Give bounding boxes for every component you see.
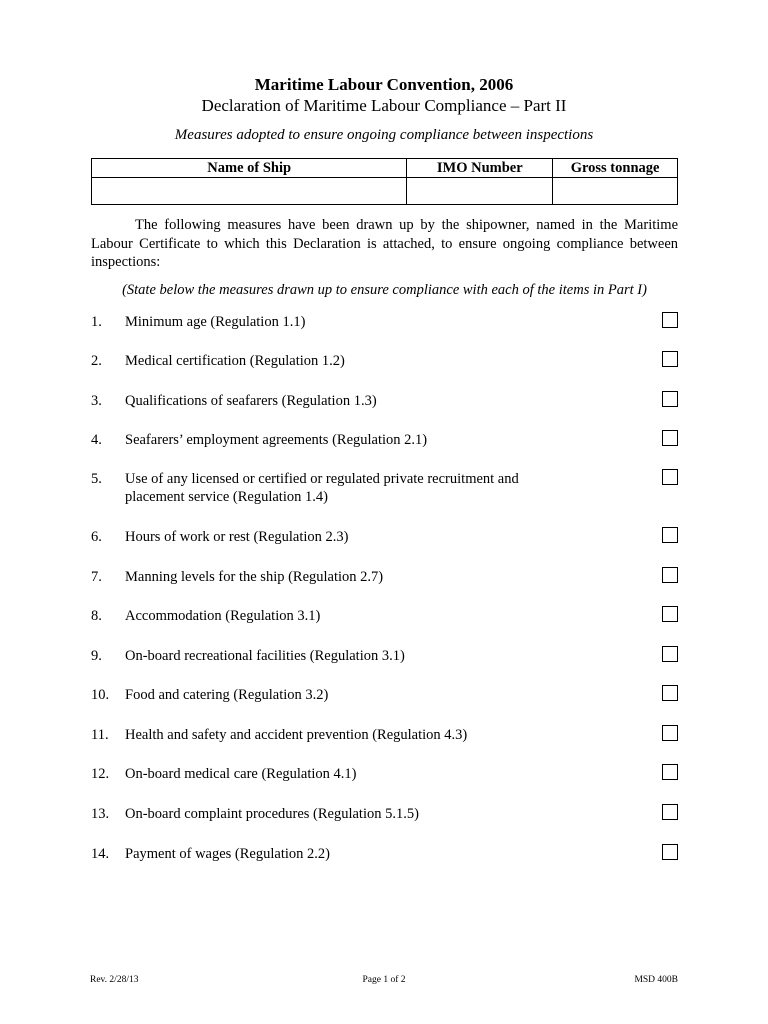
item-label: Payment of wages (Regulation 2.2) xyxy=(125,846,330,862)
item-number: 7. xyxy=(91,569,102,585)
item-number: 4. xyxy=(91,432,102,448)
item-label: Use of any licensed or certified or regulated private recruitment and placement service (Regulation 1.4) xyxy=(125,471,519,505)
item-checkbox[interactable] xyxy=(662,804,678,820)
ship-details-table xyxy=(91,158,678,205)
item-checkbox[interactable] xyxy=(662,646,678,662)
item-label: On-board medical care (Regulation 4.1) xyxy=(125,766,357,782)
item-checkbox[interactable] xyxy=(662,606,678,622)
item-checkbox[interactable] xyxy=(662,844,678,860)
item-number: 5. xyxy=(91,471,102,487)
item-label: Manning levels for the ship (Regulation 2.7) xyxy=(125,569,384,585)
intro-paragraph: The following measures have been drawn up by the shipowner, named in the Maritime Labour Certificate to which this Declaration is attached, to ensure ongoing compliance between inspections: xyxy=(91,217,678,270)
item-number: 2. xyxy=(91,353,102,369)
item-label: Food and catering (Regulation 3.2) xyxy=(125,687,329,703)
item-number: 12. xyxy=(91,766,110,782)
item-number: 14. xyxy=(91,846,110,862)
ship-table-input-row xyxy=(92,178,678,205)
item-label: Seafarers’ employment agreements (Regulation 2.1) xyxy=(125,432,428,448)
item-checkbox[interactable] xyxy=(662,725,678,741)
instruction-text: (State below the measures drawn up to ensure compliance with each of the items in Part I) xyxy=(122,282,647,298)
item-number: 1. xyxy=(91,314,102,330)
item-checkbox[interactable] xyxy=(662,685,678,701)
ship-table-header-row xyxy=(92,159,678,178)
item-number: 6. xyxy=(91,529,102,545)
gross-tonnage-field[interactable] xyxy=(553,178,678,205)
column-header-gross-tonnage: Gross tonnage xyxy=(553,159,678,178)
document-title: Maritime Labour Convention, 2006 xyxy=(254,75,514,94)
item-checkbox[interactable] xyxy=(662,430,678,446)
item-checkbox[interactable] xyxy=(662,391,678,407)
item-number: 11. xyxy=(91,727,109,743)
document-subtitle: Declaration of Maritime Labour Compliance – Part II xyxy=(201,96,567,115)
item-number: 9. xyxy=(91,648,102,664)
item-label: Minimum age (Regulation 1.1) xyxy=(125,314,306,330)
measures-heading: Measures adopted to ensure ongoing compliance between inspections xyxy=(174,127,594,143)
item-checkbox[interactable] xyxy=(662,469,678,485)
column-header-name-of-ship: Name of Ship xyxy=(92,159,407,178)
item-label: Qualifications of seafarers (Regulation 1.3) xyxy=(125,393,377,409)
item-label: Medical certification (Regulation 1.2) xyxy=(125,353,345,369)
item-label: On-board complaint procedures (Regulation 5.1.5) xyxy=(125,806,419,822)
item-label: Hours of work or rest (Regulation 2.3) xyxy=(125,529,349,545)
item-checkbox[interactable] xyxy=(662,764,678,780)
imo-number-field[interactable] xyxy=(407,178,553,205)
footer-page-number: Page 1 of 2 xyxy=(362,975,406,985)
item-label: Accommodation (Regulation 3.1) xyxy=(125,608,321,624)
item-checkbox[interactable] xyxy=(662,527,678,543)
name-of-ship-field[interactable] xyxy=(92,178,407,205)
item-checkbox[interactable] xyxy=(662,312,678,328)
item-number: 3. xyxy=(91,393,102,409)
item-label: Health and safety and accident prevention (Regulation 4.3) xyxy=(125,727,468,743)
footer-form-id: MSD 400B xyxy=(634,975,678,985)
item-number: 10. xyxy=(91,687,110,703)
item-checkbox[interactable] xyxy=(662,567,678,583)
footer-revision: Rev. 2/28/13 xyxy=(90,975,139,985)
item-number: 13. xyxy=(91,806,110,822)
item-label: On-board recreational facilities (Regulation 3.1) xyxy=(125,648,405,664)
item-checkbox[interactable] xyxy=(662,351,678,367)
column-header-imo-number: IMO Number xyxy=(407,159,553,178)
item-number: 8. xyxy=(91,608,102,624)
